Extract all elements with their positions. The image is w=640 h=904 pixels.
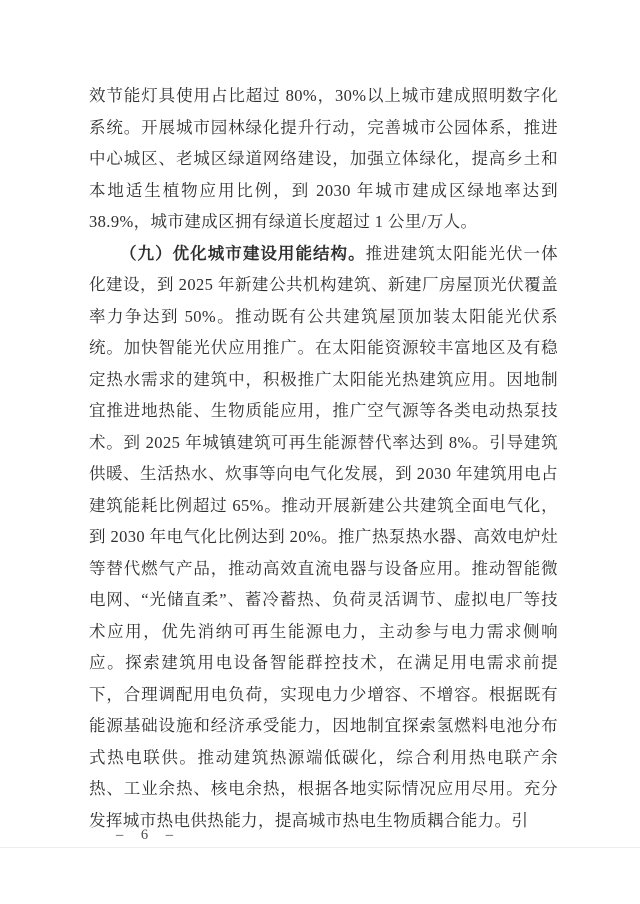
page-number: – 6 – — [116, 827, 180, 843]
section-heading: （九）优化城市建设用能结构。 — [120, 243, 366, 263]
paragraph-continuation — [89, 80, 558, 238]
page-bottom-divider — [0, 847, 640, 848]
text-block — [89, 80, 558, 836]
paragraph-text: 推进建筑太阳能光伏一体化建设，到 2025 年新建公共机构建筑、新建厂房屋顶光伏覆盖率力争达到 50%。推动既有公共建筑屋顶加装太阳能光伏系统。加快智能光伏应用推广。在太阳能资源较丰富地区及有稳定热水需求的建筑中，积极推广太阳能光热建筑应用。因地制宜推进地热能、生物质能应用，推广空气源等各类电动热泵技术。到 2025 年城镇建筑可再生能源替代率达到 8%。引导建筑供暖、生活热水、炊事等向电气化发展，到 2030 年建筑用电占建筑能耗比例超过 65%。推动开展新建公共建筑全面电气化，到 2030 年电气化比例达到 20%。推广热泵热水器、高效电炉灶等替代燃气产品，推动高效直流电器与设备应用。推动智能微电网、“光储直柔”、蓄冷蓄热、负荷灵活调节、虚拟电厂等技术应用，优先消纳可再生能源电力，主动参与电力需求侧响应。探索建筑用电设备智能群控技术，在满足用电需求前提下，合理调配用电负荷，实现电力少增容、不增容。根据既有能源基础设施和经济承受能力，因地制宜探索氢燃料电池分布式热电联供。推动建筑热源端低碳化，综合利用热电联产余热、工业余热、核电余热，根据各地实际情况应用尽用。充分发挥城市热电供热能力，提高城市热电生物质耦合能力。引 — [89, 243, 558, 830]
paragraph-text: 效节能灯具使用占比超过 80%，30%以上城市建成照明数字化系统。开展城市园林绿化提升行动，完善城市公园体系，推进中心城区、老城区绿道网络建设，加强立体绿化，提高乡土和本地适生植物应用比例，到 2030 年城市建成区绿地率达到 38.9%，城市建成区拥有绿道长度超过 1 公里/万人。 — [89, 86, 558, 231]
paragraph-section-9 — [89, 238, 558, 837]
